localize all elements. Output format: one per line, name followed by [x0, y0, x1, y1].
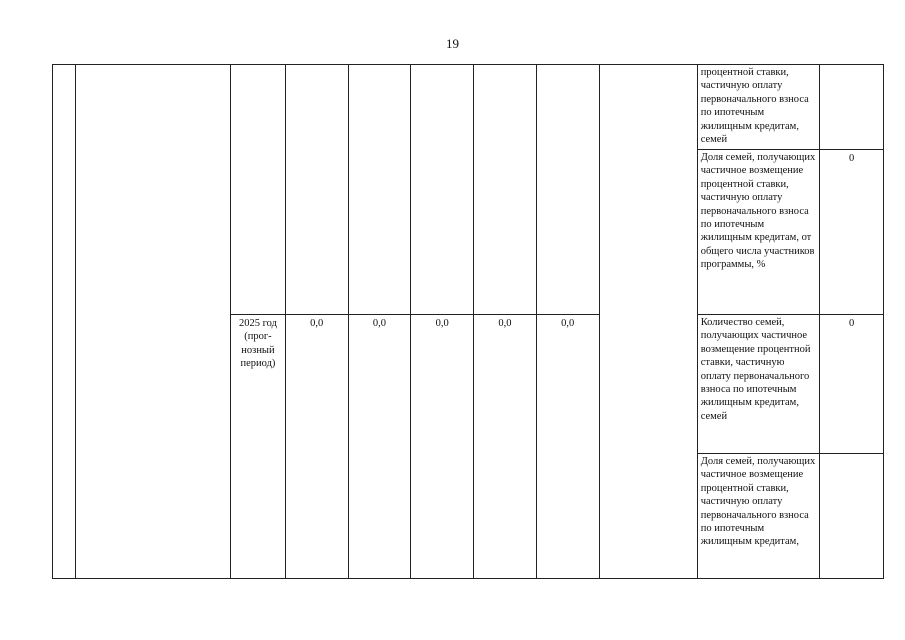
indicator-text: Доля семей, получающих частичное возмещение процентной ставки, частичную оплату первоначального взноса по ипотечным жилищным кредитам, от общего числа участников программы, % [700, 152, 816, 271]
table-cell-amount [285, 315, 348, 579]
table-cell-executor [599, 65, 697, 579]
table-cell-indicator-value [820, 315, 884, 454]
table-cell-activity [76, 65, 231, 579]
amount-value: 0,0 [435, 318, 449, 329]
indicator-text: Доля семей, получающих частичное возмещение процентной ставки, частичную оплату первоначального взноса по ипотечным жилищным кредитам, [700, 456, 816, 548]
table-cell-amount [348, 315, 411, 579]
table-cell-amount [474, 315, 537, 579]
table-cell-amount [536, 315, 599, 579]
table-cell-amount [411, 315, 474, 579]
table-cell-period [231, 315, 286, 579]
indicator-text: Количество семей, получающих частичное возмещение процентной ставки, частичную оплату первоначального взноса по ипотечным жилищным кредитам, семей [700, 317, 811, 422]
table-cell-indicator-value [820, 65, 884, 150]
table-cell-indicator [697, 65, 819, 150]
table-cell-indicator [697, 150, 819, 315]
indicator-text: процентной ставки, частичную оплату первоначального взноса по ипотечным жилищным кредитам, семей [700, 67, 809, 146]
table-cell-amount [474, 65, 537, 315]
amount-value: 0,0 [372, 318, 386, 329]
indicator-value [820, 454, 883, 456]
amount-value: 0,0 [310, 318, 324, 329]
table-cell-indicator [697, 454, 819, 579]
table-cell-indicator [697, 315, 819, 454]
indicator-value: 0 [848, 318, 855, 329]
indicator-value [820, 65, 883, 67]
program-table [52, 64, 884, 579]
table-cell-amount [536, 65, 599, 315]
table-cell-indicator-value [820, 454, 884, 579]
table-row [53, 65, 884, 150]
table-cell-amount [348, 65, 411, 315]
indicator-value: 0 [848, 153, 855, 164]
table-cell-amount [411, 65, 474, 315]
table-cell-amount [285, 65, 348, 315]
amount-value: 0,0 [561, 318, 575, 329]
table-cell-indicator-value [820, 150, 884, 315]
period-label: 2025 год (прог-нозный период) [238, 318, 277, 370]
table-cell-number [53, 65, 76, 579]
amount-value: 0,0 [498, 318, 512, 329]
page-number: 19 [446, 36, 459, 51]
table-cell-period [231, 65, 286, 315]
